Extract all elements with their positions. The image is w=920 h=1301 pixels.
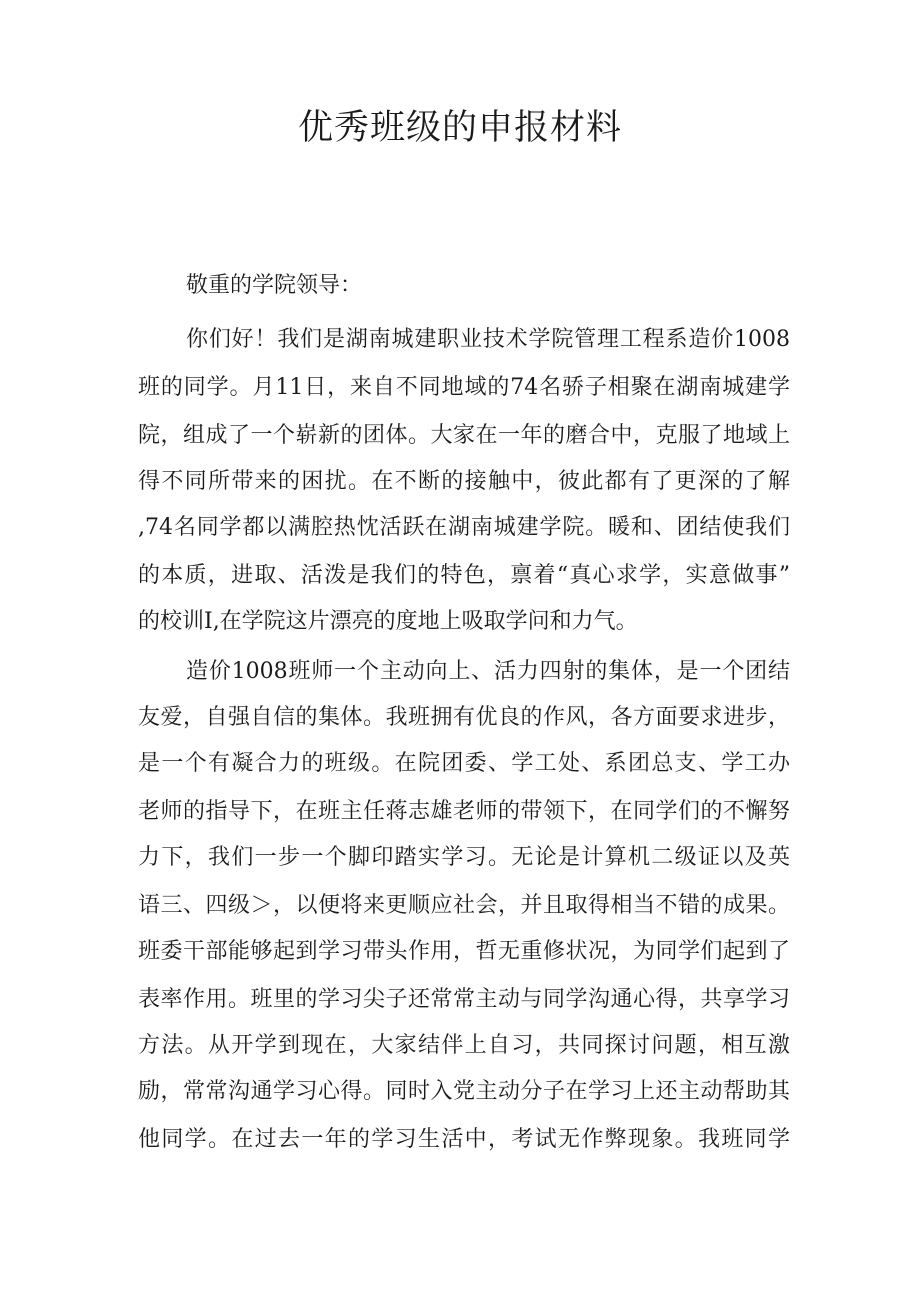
paragraph-1-line-4: 得不同所带来的困扰。在不断的接触中，彼此都有了更深的了解	[138, 469, 790, 494]
paragraph-1-line-6: 的本质，进取、活泼是我们的特色，禀着“真心求学，实意做事”	[138, 563, 790, 588]
paragraph-2-line-8: 表率作用。班里的学习尖子还常常主动与同学沟通心得，共享学习	[138, 987, 790, 1012]
paragraph-2-line-9: 方法。从开学到现在，大家结伴上自习，共同探讨问题，相互激	[138, 1033, 790, 1058]
paragraph-2-line-10: 励，常常沟通学习心得。同时入党主动分子在学习上还主动帮助其	[138, 1079, 790, 1104]
paragraph-2-line-3: 是一个有凝合力的班级。在院团委、学工处、系团总支、学工办	[138, 751, 790, 776]
paragraph-2-line-1: 造价1008班师一个主动向上、活力四射的集体，是一个团结	[186, 659, 790, 684]
paragraph-1-line-7: 的校训I,在学院这片漂亮的度地上吸取学问和力气。	[138, 609, 638, 634]
salutation: 敬重的学院领导：	[186, 273, 363, 298]
paragraph-1-line-3: 院，组成了一个崭新的团体。大家在一年的磨合中，克服了地域上	[138, 423, 790, 448]
paragraph-1-line-5: ,74名同学都以满腔热忱活跃在湖南城建学院。暖和、团结使我们	[138, 515, 790, 540]
paragraph-2-line-5: 力下，我们一步一个脚印踏实学习。无论是计算机二级证以及英	[138, 845, 790, 870]
paragraph-1-line-2: 班的同学。月11日，来自不同地域的74名骄子相聚在湖南城建学	[138, 375, 790, 400]
paragraph-2-line-4: 老师的指导下，在班主任蒋志雄老师的带领下，在同学们的不懈努	[138, 799, 790, 824]
paragraph-1-line-1: 你们好！我们是湖南城建职业技术学院管理工程系造价1008	[186, 327, 790, 352]
paragraph-2-line-2: 友爱，自强自信的集体。我班拥有优良的作风，各方面要求进步，	[138, 705, 790, 730]
document-title: 优秀班级的申报材料	[297, 108, 622, 148]
paragraph-2-line-7: 班委干部能够起到学习带头作用，哲无重修状况，为同学们起到了	[138, 939, 790, 964]
paragraph-2-line-11: 他同学。在过去一年的学习生活中，考试无作弊现象。我班同学	[138, 1127, 790, 1152]
paragraph-2-line-6: 语三、四级＞，以便将来更顺应社会，并且取得相当不错的成果。	[138, 893, 790, 918]
